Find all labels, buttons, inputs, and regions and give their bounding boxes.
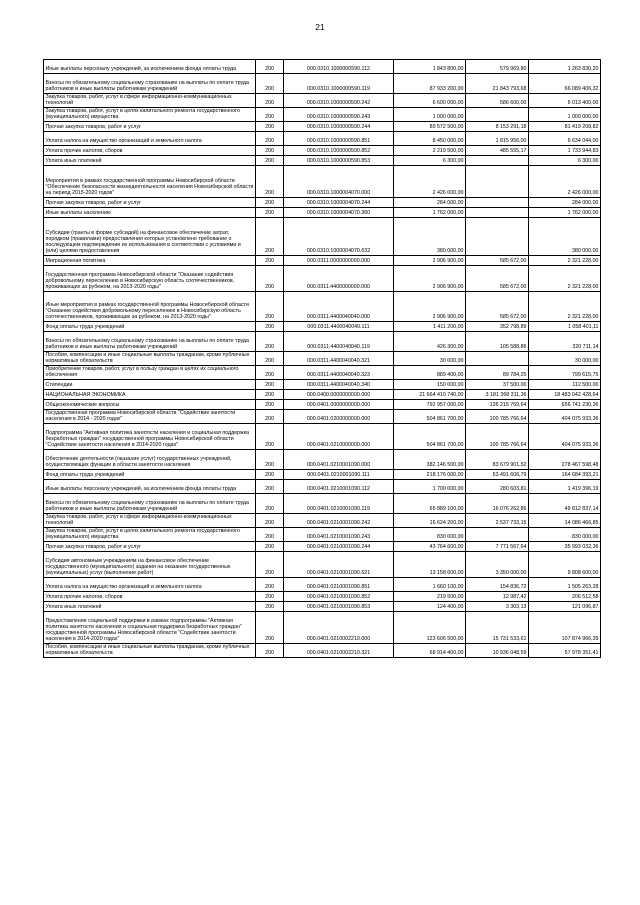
row-remaining-amount: 320 711,14: [529, 332, 601, 352]
row-name: Прочая закупка товаров, работ и услуг: [44, 542, 256, 552]
row-grbs: 200: [256, 322, 284, 332]
row-remaining-amount: 164 684 393,21: [529, 470, 601, 480]
row-remaining-amount: 1 733 944,83: [529, 146, 601, 156]
row-remaining-amount: 81 419 208,82: [529, 122, 601, 132]
row-grbs: 200: [256, 60, 284, 74]
table-row: [44, 602, 601, 612]
row-executed-amount: 8 153 291,18: [466, 122, 529, 132]
table-row: [44, 424, 601, 450]
row-approved-amount: 380 000,00: [394, 218, 466, 256]
row-grbs: 200: [256, 256, 284, 266]
table-row: [44, 552, 601, 578]
row-approved-amount: 2 906 900,00: [394, 292, 466, 322]
row-remaining-amount: 6 013 400,00: [529, 94, 601, 108]
row-grbs: 200: [256, 480, 284, 494]
row-remaining-amount: 1 000 000,00: [529, 108, 601, 122]
row-grbs: 200: [256, 644, 284, 658]
table-row: [44, 74, 601, 94]
table-row: [44, 612, 601, 644]
row-budget-code: 000.0310.1000000590.242: [284, 94, 394, 108]
row-name: Уплата прочих налогов, сборов: [44, 592, 256, 602]
row-executed-amount: 579 969,80: [466, 60, 529, 74]
row-remaining-amount: 9 808 600,00: [529, 552, 601, 578]
row-remaining-amount: 112 500,00: [529, 380, 601, 390]
row-budget-code: 000.0401.0200000000.000: [284, 410, 394, 424]
row-name: Взносы по обязательному социальному страхованию на выплаты по оплате труда работников и иные выплаты работникам учреждений: [44, 332, 256, 352]
row-budget-code: 000.0310.1000000590.243: [284, 108, 394, 122]
row-executed-amount: [466, 166, 529, 198]
row-grbs: 200: [256, 528, 284, 542]
row-remaining-amount: 1 762 000,00: [529, 208, 601, 218]
row-executed-amount: 585 672,00: [466, 266, 529, 292]
row-grbs: 200: [256, 366, 284, 380]
row-executed-amount: [466, 352, 529, 366]
row-grbs: 200: [256, 132, 284, 146]
table-row: [44, 390, 601, 400]
row-name: Иные мероприятия в рамках государственной программы Новосибирской области "Оказание содействия добровольному переселению в Новосибирскую область соотечественников, проживающих за рубежом, на 2013-2020 годы": [44, 292, 256, 322]
table-row: [44, 578, 601, 592]
row-approved-amount: 68 914 400,00: [394, 644, 466, 658]
row-name: Прочая закупка товаров, работ и услуг: [44, 198, 256, 208]
row-budget-code: 000.0310.1000000590.851: [284, 132, 394, 146]
row-budget-code: 000.0401.0210001090.000: [284, 450, 394, 470]
row-name: Иные выплаты населению: [44, 208, 256, 218]
row-remaining-amount: 1 058 401,11: [529, 322, 601, 332]
row-grbs: 200: [256, 108, 284, 122]
table-row: [44, 322, 601, 332]
row-grbs: 200: [256, 266, 284, 292]
row-budget-code: 000.0310.1000000590.244: [284, 122, 394, 132]
row-approved-amount: 1 000 000,00: [394, 108, 466, 122]
row-remaining-amount: 30 000,00: [529, 352, 601, 366]
row-executed-amount: 154 836,72: [466, 578, 529, 592]
row-grbs: 200: [256, 400, 284, 410]
row-remaining-amount: 2 426 000,00: [529, 166, 601, 198]
row-name: Уплата налога на имущество организаций и земельного налога: [44, 132, 256, 146]
row-grbs: 200: [256, 166, 284, 198]
table-row: [44, 256, 601, 266]
row-executed-amount: 89 784,25: [466, 366, 529, 380]
row-grbs: 200: [256, 470, 284, 480]
row-executed-amount: 3 350 000,00: [466, 552, 529, 578]
row-name: Общеэкономические вопросы: [44, 400, 256, 410]
row-grbs: 200: [256, 592, 284, 602]
table-row: [44, 122, 601, 132]
row-approved-amount: 218 176 000,00: [394, 470, 466, 480]
row-executed-amount: 586 600,00: [466, 94, 529, 108]
row-remaining-amount: 1 419 396,19: [529, 480, 601, 494]
row-approved-amount: 13 158 600,00: [394, 552, 466, 578]
row-remaining-amount: 656 741 230,36: [529, 400, 601, 410]
table-row: [44, 108, 601, 122]
row-remaining-amount: 404 075 933,36: [529, 410, 601, 424]
row-remaining-amount: 18 483 042 428,64: [529, 390, 601, 400]
row-approved-amount: 150 000,00: [394, 380, 466, 390]
row-remaining-amount: 66 089 406,32: [529, 74, 601, 94]
row-approved-amount: 16 624 200,00: [394, 514, 466, 528]
row-grbs: 200: [256, 602, 284, 612]
row-executed-amount: 100 785 766,64: [466, 424, 529, 450]
row-budget-code: 000.0401.0210001090.111: [284, 470, 394, 480]
row-approved-amount: 219 500,00: [394, 592, 466, 602]
row-budget-code: 000.0401.0210002210.000: [284, 612, 394, 644]
row-grbs: 200: [256, 146, 284, 156]
row-grbs: 200: [256, 542, 284, 552]
row-grbs: 200: [256, 292, 284, 322]
row-budget-code: 000.0311.4400040040.340: [284, 380, 394, 390]
row-grbs: 200: [256, 424, 284, 450]
table-row: [44, 218, 601, 256]
row-executed-amount: 280 603,81: [466, 480, 529, 494]
row-approved-amount: 426 300,00: [394, 332, 466, 352]
row-approved-amount: 2 219 500,00: [394, 146, 466, 156]
row-budget-code: 000.0401.0210001090.112: [284, 480, 394, 494]
table-row: [44, 208, 601, 218]
row-budget-code: 000.0311.4400000000.000: [284, 266, 394, 292]
row-approved-amount: 30 000,00: [394, 352, 466, 366]
row-budget-code: 000.0310.1000000590.852: [284, 146, 394, 156]
row-budget-code: 000.0311.4400040040.119: [284, 332, 394, 352]
row-remaining-amount: 2 321 228,00: [529, 266, 601, 292]
table-row: [44, 266, 601, 292]
row-remaining-amount: 830 000,00: [529, 528, 601, 542]
row-approved-amount: 792 957 000,00: [394, 400, 466, 410]
row-name: Прочая закупка товаров, работ и услуг: [44, 122, 256, 132]
row-grbs: 200: [256, 218, 284, 256]
row-remaining-amount: 35 993 032,36: [529, 542, 601, 552]
row-approved-amount: 65 889 100,00: [394, 494, 466, 514]
budget-execution-table: [43, 59, 601, 658]
table-row: [44, 480, 601, 494]
row-approved-amount: 6 300,00: [394, 156, 466, 166]
row-approved-amount: 89 572 500,00: [394, 122, 466, 132]
row-approved-amount: 123 606 500,00: [394, 612, 466, 644]
row-grbs: 200: [256, 74, 284, 94]
row-executed-amount: [466, 208, 529, 218]
row-executed-amount: 585 672,00: [466, 256, 529, 266]
row-remaining-amount: 2 321 228,00: [529, 256, 601, 266]
row-budget-code: 000.0401.0000000000.000: [284, 400, 394, 410]
row-remaining-amount: 6 300,00: [529, 156, 601, 166]
row-budget-code: 000.0401.0210001090.242: [284, 514, 394, 528]
row-budget-code: 000.0310.1000000590.119: [284, 74, 394, 94]
row-grbs: 200: [256, 450, 284, 470]
row-executed-amount: 100 785 766,64: [466, 410, 529, 424]
row-approved-amount: 504 861 700,00: [394, 424, 466, 450]
row-executed-amount: 10 936 048,59: [466, 644, 529, 658]
row-grbs: 200: [256, 94, 284, 108]
row-approved-amount: 2 426 000,00: [394, 166, 466, 198]
row-remaining-amount: 49 812 837,14: [529, 494, 601, 514]
row-executed-amount: 3 181 368 311,36: [466, 390, 529, 400]
row-name: Стипендии: [44, 380, 256, 390]
row-name: Взносы по обязательному социальному страхованию на выплаты по оплате труда работников и иные выплаты работникам учреждений: [44, 74, 256, 94]
table-row: [44, 494, 601, 514]
row-name: Уплата налога на имущество организаций и земельного налога: [44, 578, 256, 592]
row-approved-amount: 830 000,00: [394, 528, 466, 542]
row-approved-amount: 1 660 100,00: [394, 578, 466, 592]
row-remaining-amount: 284 000,00: [529, 198, 601, 208]
table-row: [44, 332, 601, 352]
row-name: Пособия, компенсации и иные социальные выплаты гражданам, кроме публичных нормативных обязательств: [44, 644, 256, 658]
row-name: Закупка товаров, работ, услуг в целях капитального ремонта государственного (муниципального) имущества: [44, 108, 256, 122]
row-name: НАЦИОНАЛЬНАЯ ЭКОНОМИКА: [44, 390, 256, 400]
row-approved-amount: 124 400,00: [394, 602, 466, 612]
table-row: [44, 400, 601, 410]
table-row: [44, 542, 601, 552]
row-approved-amount: 504 861 700,00: [394, 410, 466, 424]
table-row: [44, 60, 601, 74]
row-budget-code: 000.0311.0000000000.000: [284, 256, 394, 266]
row-name: Приобретение товаров, работ, услуг в пользу граждан в целях их социального обеспечения: [44, 366, 256, 380]
row-name: Закупка товаров, работ, услуг в сфере информационно-коммуникационных технологий: [44, 514, 256, 528]
row-executed-amount: 1 815 956,00: [466, 132, 529, 146]
row-executed-amount: [466, 528, 529, 542]
row-approved-amount: 2 906 900,00: [394, 256, 466, 266]
row-approved-amount: 889 400,00: [394, 366, 466, 380]
row-executed-amount: 352 798,89: [466, 322, 529, 332]
row-name: Предоставление социальной поддержки в рамках подпрограммы "Активная политика занятости населения и социальная поддержка безработных граждан" государственной программы Новосибирской области "Содействие занятости населения в 2014-2020 годах": [44, 612, 256, 644]
row-grbs: 200: [256, 380, 284, 390]
table-row: [44, 410, 601, 424]
row-remaining-amount: 1 263 830,20: [529, 60, 601, 74]
row-approved-amount: 1 411 200,00: [394, 322, 466, 332]
row-budget-code: 000.0400.0000000000.000: [284, 390, 394, 400]
row-name: Закупка товаров, работ, услуг в сфере информационно-коммуникационных технологий: [44, 94, 256, 108]
row-executed-amount: [466, 198, 529, 208]
row-budget-code: 000.0401.0210001090.853: [284, 602, 394, 612]
row-grbs: 200: [256, 352, 284, 366]
row-name: Уплата иных платежей: [44, 156, 256, 166]
row-approved-amount: 21 664 410 740,00: [394, 390, 466, 400]
table-row: [44, 166, 601, 198]
row-grbs: 200: [256, 552, 284, 578]
table-row: [44, 380, 601, 390]
row-name: Подпрограмма "Активная политика занятости населения и социальная поддержка безработных граждан" государственной программы Новосибирской области "Содействие занятости населения в 2014-2020 годах": [44, 424, 256, 450]
row-remaining-amount: 799 615,75: [529, 366, 601, 380]
row-budget-code: 000.0311.4400040040.000: [284, 292, 394, 322]
row-executed-amount: 485 555,17: [466, 146, 529, 156]
row-remaining-amount: 1 505 263,28: [529, 578, 601, 592]
row-executed-amount: 16 076 262,86: [466, 494, 529, 514]
table-row: [44, 132, 601, 146]
row-grbs: 200: [256, 514, 284, 528]
row-executed-amount: 2 537 733,15: [466, 514, 529, 528]
row-remaining-amount: 6 634 044,00: [529, 132, 601, 146]
row-grbs: 200: [256, 390, 284, 400]
row-executed-amount: [466, 108, 529, 122]
row-executed-amount: 105 588,86: [466, 332, 529, 352]
row-grbs: 200: [256, 156, 284, 166]
row-budget-code: 000.0310.1000004070.000: [284, 166, 394, 198]
row-approved-amount: 8 450 000,00: [394, 132, 466, 146]
row-executed-amount: 12 987,42: [466, 592, 529, 602]
table-row: [44, 198, 601, 208]
row-approved-amount: 382 146 500,00: [394, 450, 466, 470]
row-budget-code: 000.0310.1000004070.244: [284, 198, 394, 208]
table-row: [44, 592, 601, 602]
table-row: [44, 292, 601, 322]
table-row: [44, 366, 601, 380]
row-approved-amount: 87 933 200,00: [394, 74, 466, 94]
row-name: Пособия, компенсации и иные социальные выплаты гражданам, кроме публичных нормативных обязательств: [44, 352, 256, 366]
row-grbs: 200: [256, 494, 284, 514]
row-remaining-amount: 107 874 966,39: [529, 612, 601, 644]
table-row: [44, 146, 601, 156]
table-body: [44, 60, 601, 658]
row-name: Закупка товаров, работ, услуг в целях капитального ремонта государственного (муниципального) имущества: [44, 528, 256, 542]
row-grbs: 200: [256, 578, 284, 592]
table-row: [44, 644, 601, 658]
row-budget-code: 000.0310.1000004070.632: [284, 218, 394, 256]
row-executed-amount: 83 679 901,52: [466, 450, 529, 470]
row-approved-amount: 1 843 800,00: [394, 60, 466, 74]
row-budget-code: 000.0310.1000000590.112: [284, 60, 394, 74]
row-name: Уплата прочих налогов, сборов: [44, 146, 256, 156]
row-executed-amount: 3 303,13: [466, 602, 529, 612]
row-name: Государственная программа Новосибирской области "Оказание содействия добровольному переселению в Новосибирскую область соотечественников, проживающих за рубежом, на 2013-2020 годы": [44, 266, 256, 292]
row-executed-amount: 7 771 567,64: [466, 542, 529, 552]
row-executed-amount: 21 843 793,68: [466, 74, 529, 94]
row-name: Фонд оплаты труда учреждений: [44, 322, 256, 332]
row-name: Государственная программа Новосибирской области "Содействие занятости населения в 2014 - 2020 годах": [44, 410, 256, 424]
row-budget-code: 000.0401.0210001090.119: [284, 494, 394, 514]
table-row: [44, 470, 601, 480]
row-executed-amount: 136 215 769,64: [466, 400, 529, 410]
row-name: Субсидия автономным учреждениям на финансовое обеспечение государственного (муниципального) задания на оказание государственных (муниципальных) услуг (выполнение работ): [44, 552, 256, 578]
row-grbs: 200: [256, 612, 284, 644]
row-remaining-amount: 404 075 933,36: [529, 424, 601, 450]
row-remaining-amount: 57 978 351,41: [529, 644, 601, 658]
row-budget-code: 000.0401.0210002210.321: [284, 644, 394, 658]
page-number: 21: [315, 22, 325, 32]
row-grbs: 200: [256, 198, 284, 208]
row-budget-code: 000.0401.0210001090.621: [284, 552, 394, 578]
row-remaining-amount: 206 512,58: [529, 592, 601, 602]
row-approved-amount: 2 906 900,00: [394, 266, 466, 292]
row-name: Иные выплаты персоналу учреждений, за исключением фонда оплаты труда: [44, 60, 256, 74]
table-row: [44, 514, 601, 528]
row-name: Иные выплаты персоналу учреждений, за исключением фонда оплаты труда: [44, 480, 256, 494]
row-name: Взносы по обязательному социальному страхованию на выплаты по оплате труда работников и иные выплаты работникам учреждений: [44, 494, 256, 514]
row-name: Мероприятия в рамках государственной программы Новосибирской области "Обеспечение безопасности жизнедеятельности населения Новосибирской области на период 2015-2020 годов": [44, 166, 256, 198]
row-grbs: 200: [256, 332, 284, 352]
row-budget-code: 000.0311.4400040040.323: [284, 366, 394, 380]
row-executed-amount: 37 500,00: [466, 380, 529, 390]
row-name: Фонд оплаты труда учреждений: [44, 470, 256, 480]
table-row: [44, 450, 601, 470]
row-grbs: 200: [256, 208, 284, 218]
row-budget-code: 000.0311.4400040040.321: [284, 352, 394, 366]
row-executed-amount: 585 672,00: [466, 292, 529, 322]
row-remaining-amount: 278 467 598,48: [529, 450, 601, 470]
row-budget-code: 000.0401.0210001090.851: [284, 578, 394, 592]
row-approved-amount: 284 000,00: [394, 198, 466, 208]
row-budget-code: 000.0310.1000004070.360: [284, 208, 394, 218]
row-executed-amount: [466, 218, 529, 256]
row-budget-code: 000.0310.1000000590.853: [284, 156, 394, 166]
row-remaining-amount: 380 000,00: [529, 218, 601, 256]
row-approved-amount: 43 764 600,00: [394, 542, 466, 552]
row-approved-amount: 1 700 000,00: [394, 480, 466, 494]
row-grbs: 200: [256, 410, 284, 424]
table-row: [44, 156, 601, 166]
row-name: Обеспечение деятельности (оказание услуг) государственных учреждений, осуществляющих функции в области занятости населения: [44, 450, 256, 470]
row-remaining-amount: 14 086 466,85: [529, 514, 601, 528]
row-grbs: 200: [256, 122, 284, 132]
row-budget-code: 000.0401.0210000000.000: [284, 424, 394, 450]
row-name: Субсидии (гранты в форме субсидий) на финансовое обеспечение затрат, порядком (правилами) предоставления которых установлено требование о последующем подтверждении их использования в соответствии с условиями и (или) целями предоставления: [44, 218, 256, 256]
row-executed-amount: 53 491 606,79: [466, 470, 529, 480]
row-name: Уплата иных платежей: [44, 602, 256, 612]
row-budget-code: 000.0401.0210001090.244: [284, 542, 394, 552]
table-row: [44, 528, 601, 542]
row-approved-amount: 6 600 000,00: [394, 94, 466, 108]
row-executed-amount: 15 731 533,61: [466, 612, 529, 644]
row-name: Миграционная политика: [44, 256, 256, 266]
row-executed-amount: [466, 156, 529, 166]
row-remaining-amount: 121 096,87: [529, 602, 601, 612]
row-budget-code: 000.0311.4400040040.111: [284, 322, 394, 332]
row-budget-code: 000.0401.0210001090.243: [284, 528, 394, 542]
row-remaining-amount: 2 321 228,00: [529, 292, 601, 322]
row-approved-amount: 1 762 000,00: [394, 208, 466, 218]
table-row: [44, 94, 601, 108]
row-budget-code: 000.0401.0210001090.852: [284, 592, 394, 602]
table-row: [44, 352, 601, 366]
